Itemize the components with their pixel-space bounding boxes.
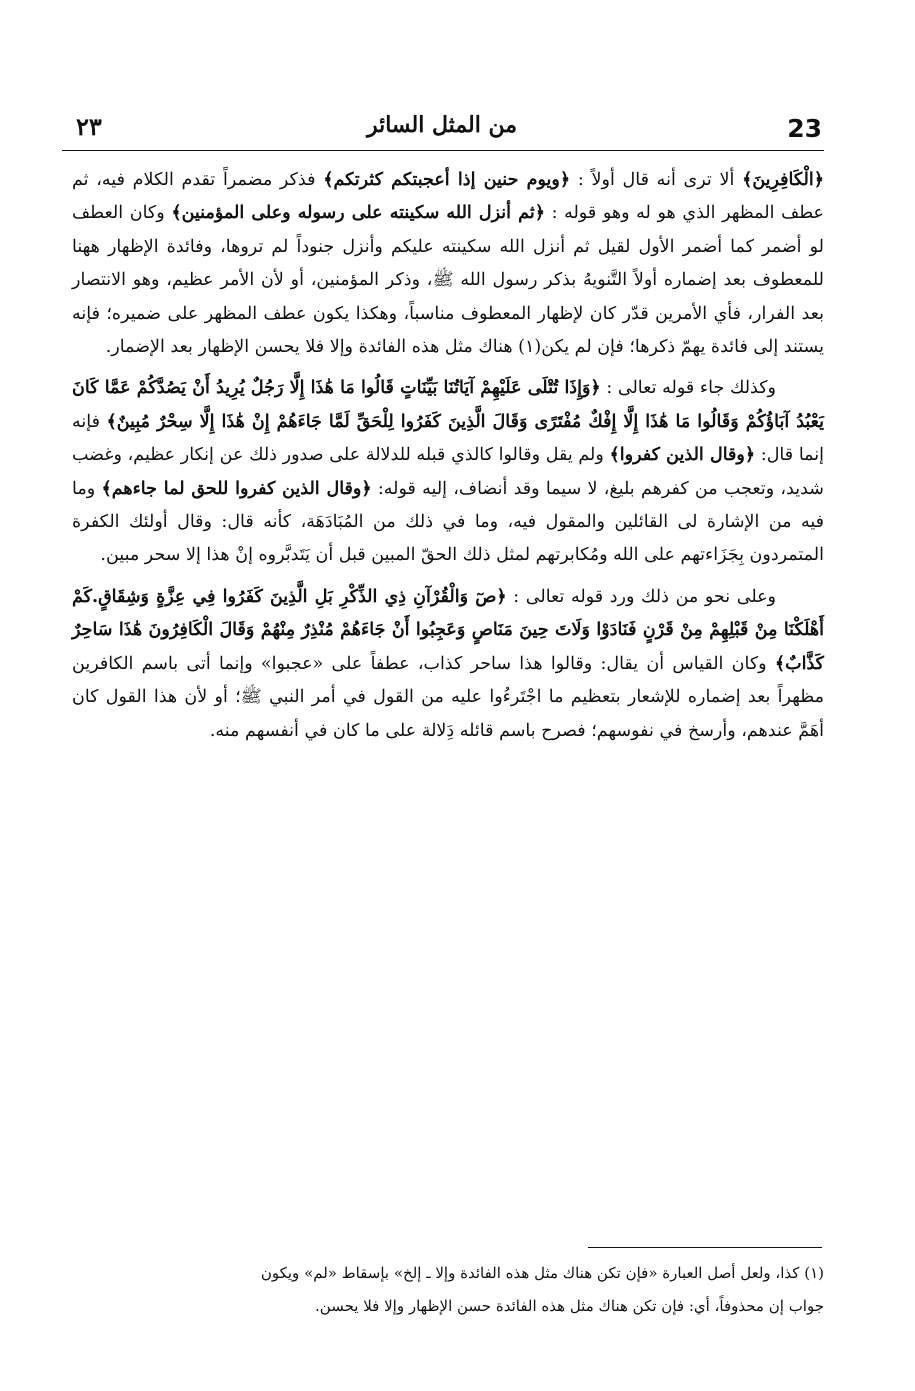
text-segment: فإنه إنما قال: [72, 411, 825, 466]
page-number-latin: 23 [787, 114, 822, 143]
footnote-line-2: جواب إن محذوفاً، أي: فإن تكن هناك مثل هذه الفائدة حسن الإظهار وإلا فلا يحسن. [315, 1297, 824, 1315]
running-title: من المثل السائر [366, 112, 518, 138]
footnotes [72, 1257, 824, 1323]
page-number-arabic: ٢٣ [76, 112, 102, 141]
text-segment: وكان العطف لو أضمر كما أضمر الأول لقيل ثم أنزل الله سكينته عليكم وأنزل جنوداً لم تروها، وفائدة الإظهار ههنا للمعطوف بعد إضماره أولاً التَّنويهُ بذكر رسول الله ﷺ، وذكر المؤمنين، أو لأن الأمر عظيم، وهو الانتصار بعد الفرار، فأي الأمرين قدّر كان لإظهار المعطوف مناسباً، وهكذا يكون عطف المظهر على ضميره؛ فإنه يستند إلى فائدة يهمّ ذكرها؛ فإن لم يكن(١) هناك مثل هذه الفائدة وإلا فلا يحسن الإظهار بعد الإضمار. [72, 203, 824, 358]
text-segment: وما فيه من الإشارة لى القائلين والمقول فيه، وما في ذلك من المُبَادَهَة، كأنه قال: وقال أولئك الكفرة المتمردون بِجَزَاءتهم على الله ومُكابرتهم لمثل ذلك الحقّ المبين قبل أن يَتَدبَّروه إنْ هذا إلا سحر مبين. [72, 478, 824, 566]
text-segment: وعلى نحو من ذلك ورد قوله تعالى : [506, 586, 777, 607]
text-segment: وكذلك جاء قوله تعالى : [600, 378, 776, 399]
quote-segment: ﴿صٓ وَالْقُرْآنِ ذِي الذِّكْرِ بَلِ الَّذِينَ كَفَرُوا فِي عِزَّةٍ وَشِقَاقٍ.كَمْ أَهْلَكْنَا مِنْ قَبْلِهِمْ مِنْ قَرْنٍ فَنَادَوْا وَلَاتَ حِينَ مَنَاصٍ وَعَجِبُوا أَنْ جَاءَهُمْ مُنْذِرٌ مِنْهُمْ وَقَالَ الْكَافِرُونَ هَٰذَا سَاحِرٌ كَذَّابٌ﴾ [72, 586, 824, 674]
text-segment: فذكر مضمراً تقدم الكلام فيه، ثم عطف المظهر الذي هو له وهو قوله : [72, 170, 824, 224]
quote-segment: ﴿وقال الذين كفروا﴾ [609, 445, 756, 466]
footnote-rule [588, 1247, 822, 1248]
quote-segment: ﴿وقال الذين كفروا للحق لما جاءهم﴾ [101, 478, 372, 499]
quote-segment: ﴿ويوم حنين إذا أعجبتكم كثرتكم﴾ [323, 170, 571, 190]
paragraph-1 [72, 164, 824, 364]
text-segment: وكان القياس أن يقال: وقالوا هذا ساحر كذاب، عطفاً على «عجبوا» وإنما أتى باسم الكافرين مظهراً بعد إضماره للإشعار بتعظيم ما اجْتَرءُوا عليه من القول في أمر النبي ﷺ؛ أو لأن هذا القول كان أهَمَّ عندهم، وأرسخ في نفوسهم؛ فصرح باسم قائله دَِلالة على ما كان في أنفسهم منه. [72, 653, 824, 741]
quote-segment: ﴿الْكَافِرِينَ﴾ [742, 170, 824, 190]
paragraph-3 [72, 581, 824, 748]
page-header [62, 108, 822, 150]
paragraph-2 [72, 372, 824, 572]
body-text [72, 164, 824, 756]
quote-segment: ﴿ثم أنزل الله سكينته على رسوله وعلى المؤمنين﴾ [171, 203, 545, 224]
text-segment: ولم يقل وقالوا كالذي قبله للدلالة على صدور ذلك عن إنكار عظيم، وغضب شديد، وتعجب من كفرهم بليغ، لا سيما وقد أنضاف، إليه قوله: [72, 445, 824, 499]
text-segment: ألا ترى أنه قال أولاً : [570, 170, 743, 190]
header-rule [62, 150, 824, 151]
footnote-line-1: (١) كذا، ولعل أصل العبارة «فإن تكن هناك مثل هذه الفائدة وإلا ـ إلخ» بإسقاط «لم» ويكون [260, 1264, 824, 1282]
quote-segment: ﴿وَإِذَا تُتْلَى عَلَيْهِمْ آيَاتُنَا بَيِّنَاتٍ قَالُوا مَا هَٰذَا إِلَّا رَجُلٌ يُرِيدُ أَنْ يَصُدَّكُمْ عَمَّا كَانَ يَعْبُدُ آبَاؤُكُمْ وَقَالُوا مَا هَٰذَا إِلَّا إِفْكٌ مُفْتَرًى وَقَالَ الَّذِينَ كَفَرُوا لِلْحَقِّ لَمَّا جَاءَهُمْ إِنْ هَٰذَا إِلَّا سِحْرٌ مُبِينٌ﴾ [72, 378, 824, 432]
